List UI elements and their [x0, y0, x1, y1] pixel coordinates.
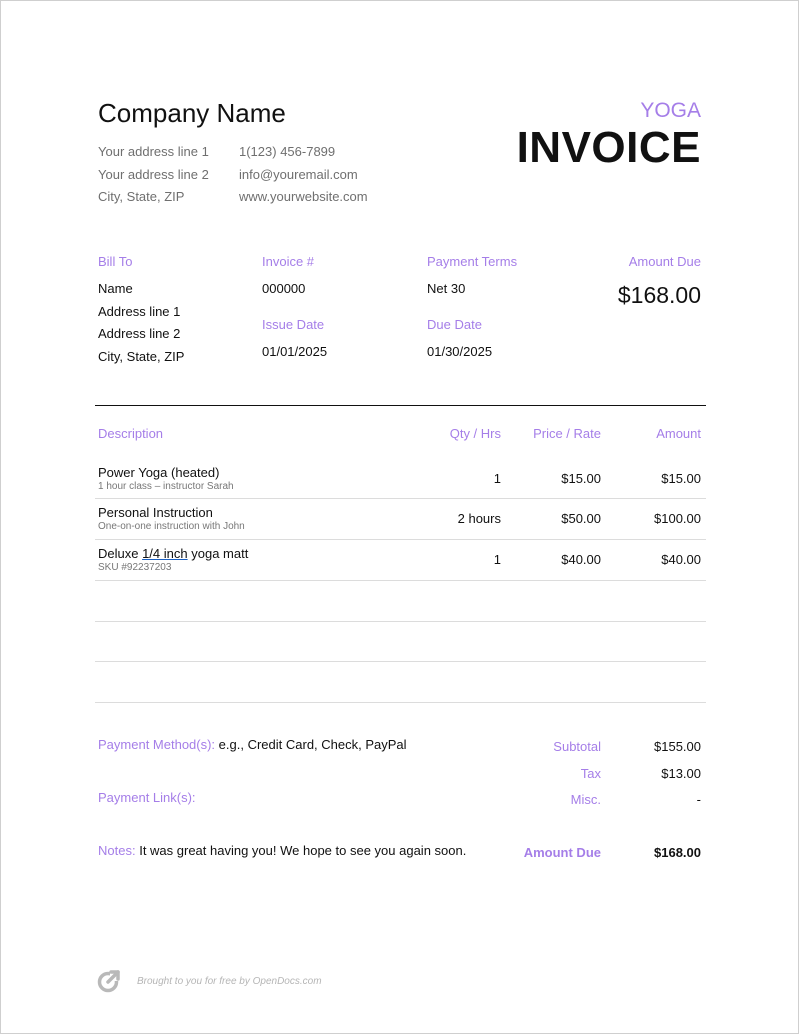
misc-value: - — [696, 792, 701, 807]
subtotal-label: Subtotal — [553, 739, 601, 754]
due-date: 01/30/2025 — [427, 344, 493, 359]
payment-methods — [98, 737, 407, 752]
company-name: Company Name — [98, 98, 286, 128]
row-description-sub: SKU #92237203 — [98, 562, 172, 573]
row-divider — [95, 539, 706, 540]
invoice-category: YOGA — [640, 99, 701, 122]
row-amount: $100.00 — [654, 511, 701, 526]
row-divider-empty — [95, 661, 706, 662]
tax-value: $13.00 — [661, 766, 701, 781]
row-description: Personal Instruction — [98, 505, 213, 520]
issue-date: 01/01/2025 — [262, 344, 328, 359]
row-qty: 2 hours — [457, 511, 501, 526]
notes-label: Notes: — [98, 843, 136, 858]
row-description: Power Yoga (heated) — [98, 465, 220, 480]
company-website: www.yourwebsite.com — [239, 189, 368, 204]
col-header-qty: Qty / Hrs — [449, 426, 501, 441]
notes-value: It was great having you! We hope to see you again soon. — [139, 843, 467, 858]
due-date-label: Due Date — [427, 317, 482, 332]
bill-to-city-state-zip: City, State, ZIP — [98, 349, 185, 364]
row-divider — [95, 498, 706, 499]
row-divider — [95, 580, 706, 581]
row-divider-empty — [95, 702, 706, 703]
company-address-line-2: Your address line 2 — [98, 167, 209, 182]
issue-date-label: Issue Date — [262, 317, 325, 332]
row-description-sub: 1 hour class – instructor Sarah — [98, 481, 234, 492]
company-city-state-zip: City, State, ZIP — [98, 189, 185, 204]
payment-links-label: Payment Link(s): — [98, 790, 196, 805]
subtotal-value: $155.00 — [654, 739, 701, 754]
bill-to-address-2: Address line 2 — [98, 326, 181, 341]
invoice-number-label: Invoice # — [262, 254, 315, 269]
bill-to-label: Bill To — [98, 254, 133, 269]
bill-to-address-1: Address line 1 — [98, 304, 181, 319]
row-divider-empty — [95, 621, 706, 622]
row-qty: 1 — [493, 471, 501, 486]
credit-text[interactable]: Brought to you for free by OpenDocs.com — [137, 976, 322, 987]
amount-due-label: Amount Due — [628, 254, 701, 269]
row-price: $15.00 — [561, 471, 601, 486]
notes — [98, 843, 466, 858]
tax-label: Tax — [580, 766, 601, 781]
total-label: Amount Due — [523, 845, 601, 860]
row-price: $40.00 — [561, 552, 601, 567]
invoice-title: INVOICE — [516, 123, 701, 172]
payment-terms: Net 30 — [427, 281, 466, 296]
misc-label: Misc. — [570, 792, 601, 807]
col-header-description: Description — [98, 426, 164, 441]
payment-methods-label: Payment Method(s): — [98, 737, 216, 752]
row-description: Deluxe 1/4 inch yoga matt — [98, 546, 249, 561]
payment-terms-label: Payment Terms — [427, 254, 518, 269]
bill-to-name: Name — [98, 281, 133, 296]
row-price: $50.00 — [561, 511, 601, 526]
amount-due-value: $168.00 — [617, 282, 701, 308]
row-qty: 1 — [493, 552, 501, 567]
row-description-sub: One-on-one instruction with John — [98, 521, 245, 532]
payment-methods-value: e.g., Credit Card, Check, PayPal — [218, 737, 407, 752]
total-value: $168.00 — [654, 845, 701, 860]
row-amount: $15.00 — [661, 471, 701, 486]
col-header-amount: Amount — [656, 426, 701, 441]
product-link[interactable]: 1/4 inch — [142, 546, 188, 561]
table-top-rule — [95, 405, 706, 406]
company-phone: 1(123) 456-7899 — [239, 144, 336, 159]
company-email: info@youremail.com — [239, 167, 358, 182]
opendocs-logo-icon[interactable] — [97, 969, 121, 993]
invoice-number: 000000 — [262, 281, 306, 296]
company-address-line-1: Your address line 1 — [98, 144, 209, 159]
col-header-price: Price / Rate — [533, 426, 601, 441]
row-amount: $40.00 — [661, 552, 701, 567]
